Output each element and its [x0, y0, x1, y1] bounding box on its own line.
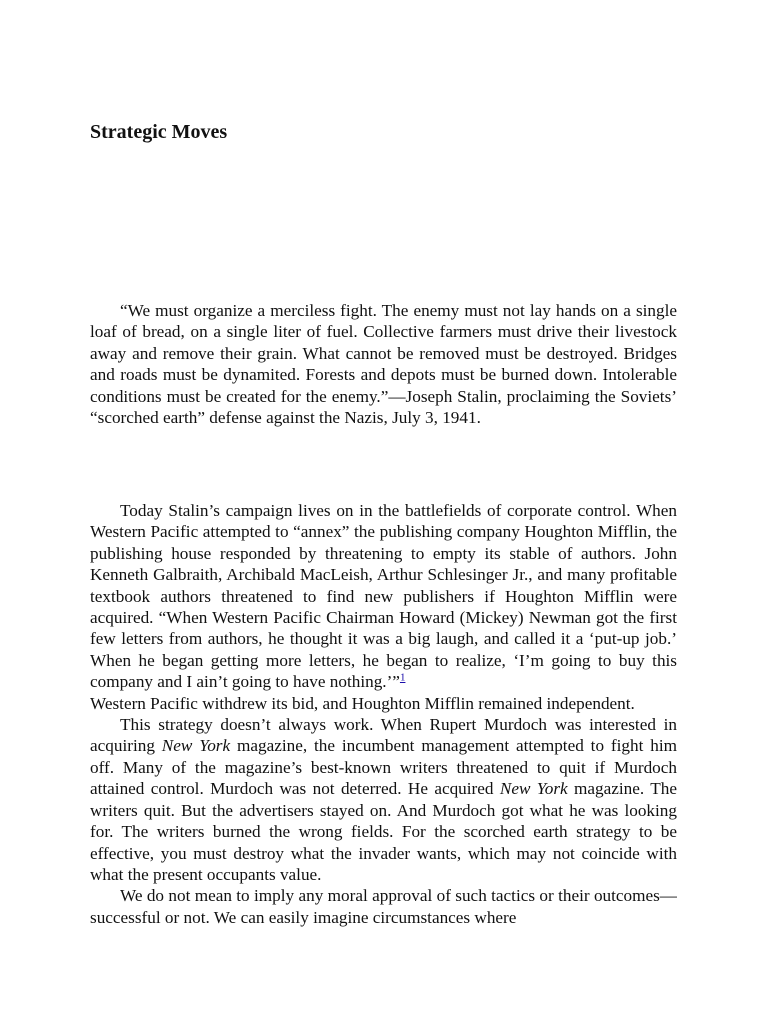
paragraph-text: This strategy doesn’t always work. When Rupert Murdoch was interested in acquiring — [90, 715, 677, 756]
footnote-link-1[interactable]: 1 — [399, 671, 406, 684]
paragraph-houghton-mifflin — [90, 500, 677, 693]
paragraph-moral: We do not mean to imply any moral approval of such tactics or their outcomes—successful or not. We can easily imagine circumstances where — [90, 886, 677, 927]
epigraph — [90, 300, 677, 428]
paragraph-continuation: Western Pacific withdrew its bid, and Houghton Mifflin remained independent. — [90, 693, 635, 713]
epigraph-quote: “We must organize a merciless fight. The enemy must not lay hands on a single loaf of bread, on a single liter of fuel. Collective farmers must drive their livestock away and remove their grain. What cannot be removed must be destroyed. Bridges and roads must be dynamited. Forests and depots must be burned down. Intolerable conditions must be created for the enemy.”—Joseph Stalin, proclaiming the Soviets’ “scorched earth” defense against the Nazis, July 3, 1941. — [90, 301, 677, 428]
magazine-title: New York — [499, 779, 568, 799]
paragraph-text: magazine. The writers quit. But the advertisers stayed on. And Murdoch got what he was looking for. The writers burned the wrong fields. For the scorched earth strategy to be effective, you must destroy what the invader wants, which may not coincide with what the present occupants value. — [90, 779, 677, 884]
paragraph-text: Today Stalin’s campaign lives on in the battlefields of corporate control. When Western Pacific attempted to “annex” the publishing company Houghton Mifflin, the publishing house responded by threatening to empty its stable of authors. John Kenneth Galbraith, Archibald MacLeish, Arthur Schlesinger Jr., and many profitable textbook authors threatened to find new publishers if Houghton Mifflin were acquired. “When Western Pacific Chairman Howard (Mickey) Newman got the first few letters from authors, he thought it was a big laugh, and called it a ‘put-up job.’ When he began getting more letters, he began to realize, ‘I’m going to buy this company and I ain’t going to have nothing.’” — [90, 501, 677, 692]
body-text — [90, 500, 677, 930]
chapter-title: Strategic Moves — [90, 121, 228, 143]
magazine-title: New York — [161, 736, 231, 756]
paragraph-murdoch — [90, 714, 677, 885]
paragraph-text: magazine, the incumbent management attempted to fight him off. Many of the magazine’s best-known writers threatened to quit if Murdoch attained control. Murdoch was not deterred. He acquired — [90, 736, 677, 799]
